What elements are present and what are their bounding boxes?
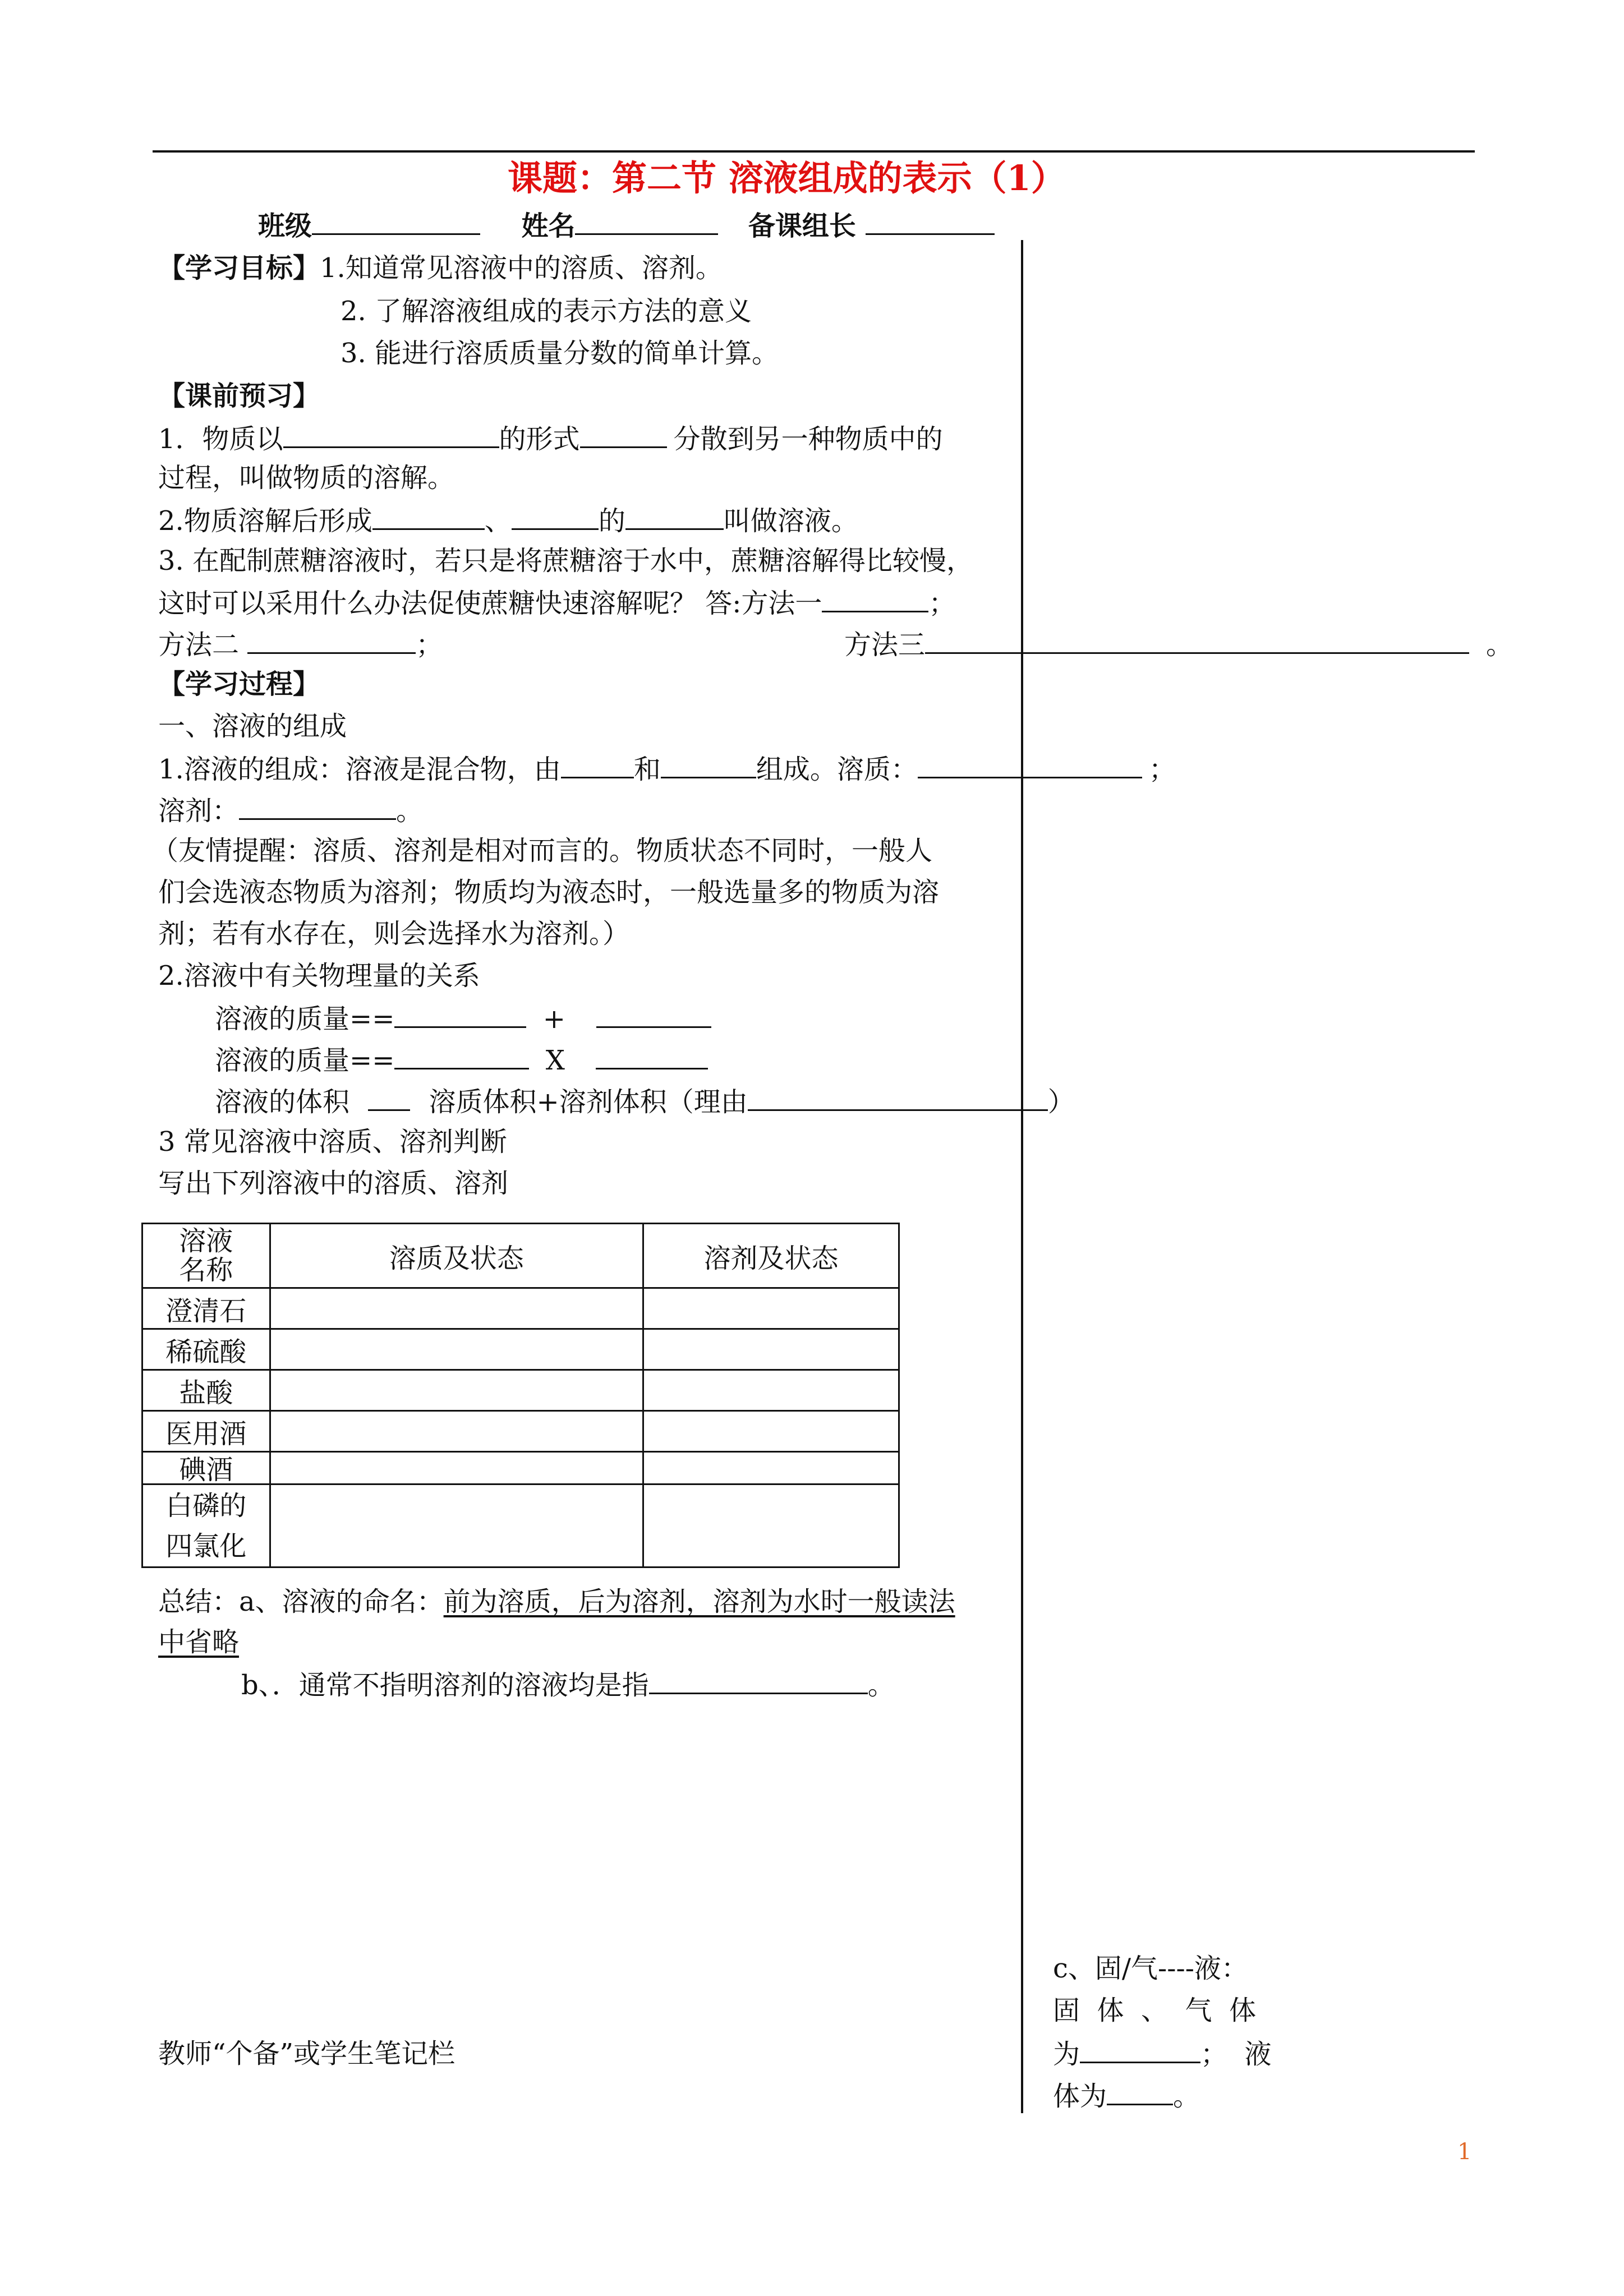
composition-text: 和 <box>633 754 661 785</box>
side-line-4 <box>1053 2078 1200 2113</box>
header-fields <box>258 208 995 243</box>
header-name-line: 名称 <box>179 1255 233 1286</box>
table-row <box>142 1370 899 1411</box>
summary-b-text: 。 <box>867 1670 895 1701</box>
composition-text: 。 <box>396 795 424 827</box>
summary-a-text: 前为溶质，后为溶剂，溶剂为水时一般读法 <box>443 1586 955 1617</box>
q2-text: 、 <box>484 505 512 537</box>
table-row <box>142 1288 899 1329</box>
preview-q3-line2 <box>158 585 955 620</box>
objectives-label: 【学习目标】 <box>158 252 320 284</box>
name-field[interactable] <box>575 208 718 235</box>
side-text: 。 <box>1173 2081 1200 2112</box>
relation-volume <box>215 1084 1075 1119</box>
relation-operator: + <box>542 1003 565 1035</box>
row-name: 澄清石 <box>142 1288 270 1329</box>
solvent-cell[interactable] <box>643 1452 899 1484</box>
composition-blank-1[interactable] <box>561 751 634 778</box>
q2-text: 叫做溶液。 <box>723 505 858 537</box>
q3-method1-field[interactable] <box>822 585 928 612</box>
solute-cell[interactable] <box>270 1484 643 1567</box>
composition-blank-2[interactable] <box>661 751 756 778</box>
process-label: 【学习过程】 <box>158 668 320 700</box>
q2-text: 的 <box>598 505 625 537</box>
q1-text: 分散到另一种物质中的 <box>673 423 943 455</box>
summary-label: 总结：a、溶液的命名： <box>158 1586 444 1617</box>
header-solute: 溶质及状态 <box>270 1224 643 1288</box>
side-liquid-field[interactable] <box>1107 2078 1173 2105</box>
side-solid-gas-field[interactable] <box>1080 2036 1200 2063</box>
judge-title: 3 常见溶液中溶质、溶剂判断 <box>158 1126 507 1158</box>
q3-text: 这时可以采用什么办法促使蔗糖快速溶解呢？ 答:方法一 <box>158 588 822 619</box>
row-name-line: 四氯化 <box>165 1530 247 1562</box>
notes-label: 教师“个备”或学生笔记栏 <box>158 2038 456 2069</box>
row-name: 盐酸 <box>142 1370 270 1411</box>
side-text: 体为 <box>1053 2081 1107 2112</box>
preview-q3-method3 <box>844 626 1513 662</box>
relation-text: 溶质体积+溶剂体积（理由 <box>429 1086 748 1118</box>
group-label: 备课组长 <box>748 210 856 242</box>
preview-q1 <box>158 421 943 456</box>
tip-line: （友情提醒：溶质、溶剂是相对而言的。物质状态不同时，一般人 <box>151 835 933 866</box>
q1-blank-2[interactable] <box>580 421 667 448</box>
solute-cell[interactable] <box>270 1288 643 1329</box>
row-name: 医用酒 <box>142 1411 270 1452</box>
table-row <box>142 1452 899 1484</box>
summary-b <box>241 1667 895 1702</box>
summary-b-field[interactable] <box>649 1667 868 1694</box>
side-text: 为 <box>1053 2039 1080 2070</box>
objective-item: 3. 能进行溶质质量分数的简单计算。 <box>341 338 779 369</box>
relation-blank[interactable] <box>368 1084 410 1111</box>
q3-method3-field[interactable] <box>925 626 1469 654</box>
q3-text: 。 <box>1486 629 1513 661</box>
q2-blank-3[interactable] <box>625 502 724 530</box>
relation-text: ） <box>1047 1086 1075 1118</box>
preview-q1-cont: 过程，叫做物质的溶解。 <box>158 462 455 494</box>
reason-field[interactable] <box>748 1084 1048 1111</box>
relation-blank[interactable] <box>394 1001 526 1028</box>
judge-subtitle: 写出下列溶液中的溶质、溶剂 <box>158 1168 509 1199</box>
q3-text: 方法二 <box>158 629 240 661</box>
composition-line2 <box>158 792 423 828</box>
relation-mass-sum <box>215 1001 711 1036</box>
solvent-cell[interactable] <box>643 1484 899 1567</box>
composition-text: 溶剂： <box>158 795 240 827</box>
q3-text: 方法三 <box>844 629 926 661</box>
q1-blank-1[interactable] <box>283 421 499 448</box>
top-rule <box>153 150 1475 153</box>
preview-q2 <box>158 502 858 538</box>
solute-cell[interactable] <box>270 1370 643 1411</box>
solute-cell[interactable] <box>270 1452 643 1484</box>
solute-field[interactable] <box>918 751 1142 778</box>
relation-text: 溶液的质量== <box>215 1045 395 1076</box>
solvent-cell[interactable] <box>643 1411 899 1452</box>
row-name: 稀硫酸 <box>142 1329 270 1370</box>
tip-line: 们会选液态物质为溶剂；物质均为液态时，一般选量多的物质为溶 <box>158 877 940 908</box>
objective-item: 1.知道常见溶液中的溶质、溶剂。 <box>320 252 723 284</box>
composition-text: 组成。溶质： <box>756 754 918 785</box>
header-cell <box>142 1224 270 1288</box>
summary-b-text: b、．通常不指明溶剂的溶液均是指 <box>241 1670 649 1701</box>
q3-method2-field[interactable] <box>247 626 416 654</box>
relation-text: 溶液的质量== <box>215 1003 395 1035</box>
composition-line1 <box>158 751 1176 786</box>
solute-cell[interactable] <box>270 1329 643 1370</box>
header-solvent: 溶剂及状态 <box>643 1224 899 1288</box>
page-title: 课题：第二节 溶液组成的表示（1） <box>508 158 1066 199</box>
q1-text: 1．物质以 <box>158 423 283 455</box>
composition-text: ； <box>1148 754 1176 785</box>
table-row <box>142 1329 899 1370</box>
group-field[interactable] <box>866 208 995 235</box>
solvent-cell[interactable] <box>643 1329 899 1370</box>
side-line: 固 体 、 气 体 <box>1053 1995 1257 2026</box>
relation-blank[interactable] <box>596 1042 708 1069</box>
relations-title: 2.溶液中有关物理量的关系 <box>158 960 480 992</box>
table-row <box>142 1484 899 1567</box>
q2-blank-1[interactable] <box>372 502 485 530</box>
solvent-field[interactable] <box>239 792 396 820</box>
tip-line: 剂；若有水存在，则会选择水为溶剂。） <box>158 918 630 949</box>
relation-blank[interactable] <box>394 1042 529 1069</box>
side-line-3 <box>1053 2036 1272 2071</box>
header-name-line: 溶液 <box>179 1225 233 1257</box>
row-name: 碘酒 <box>142 1452 270 1484</box>
summary-a <box>158 1585 955 1619</box>
composition-text: 1.溶液的组成：溶液是混合物，由 <box>158 754 561 785</box>
q2-blank-2[interactable] <box>512 502 599 530</box>
preview-label: 【课前预习】 <box>158 380 320 412</box>
class-label: 班级 <box>258 210 312 242</box>
class-field[interactable] <box>312 208 480 235</box>
relation-operator: X <box>545 1045 565 1076</box>
row-name <box>142 1484 270 1567</box>
side-text: ； 液 <box>1200 2039 1272 2070</box>
row-name-line: 白磷的 <box>165 1490 247 1522</box>
objective-item: 2. 了解溶液组成的表示方法的意义 <box>341 296 752 327</box>
solvent-cell[interactable] <box>643 1288 899 1329</box>
solvent-cell[interactable] <box>643 1370 899 1411</box>
side-line: c、固/气----液： <box>1053 1953 1248 1984</box>
relation-mass-product <box>215 1042 708 1077</box>
q3-text: ； <box>416 629 443 661</box>
relation-text: 溶液的体积 <box>215 1086 350 1118</box>
solution-table <box>141 1223 900 1568</box>
page-number: 1 <box>1457 2139 1472 2165</box>
table-header-row <box>142 1224 899 1288</box>
objectives-line-1 <box>158 251 723 285</box>
name-label: 姓名 <box>521 210 576 242</box>
solute-cell[interactable] <box>270 1411 643 1452</box>
table-row <box>142 1411 899 1452</box>
summary-a-cont: 中省略 <box>158 1626 240 1658</box>
q3-text: ； <box>928 588 956 619</box>
q1-text: 的形式 <box>499 423 580 455</box>
section-composition: 一、溶液的组成 <box>158 711 347 742</box>
relation-blank[interactable] <box>596 1001 711 1028</box>
q2-text: 2.物质溶解后形成 <box>158 505 372 537</box>
preview-q3-line3 <box>158 626 443 662</box>
column-divider <box>1021 240 1023 2113</box>
preview-q3-line1: 3. 在配制蔗糖溶液时，若只是将蔗糖溶于水中，蔗糖溶解得比较慢， <box>158 545 974 577</box>
